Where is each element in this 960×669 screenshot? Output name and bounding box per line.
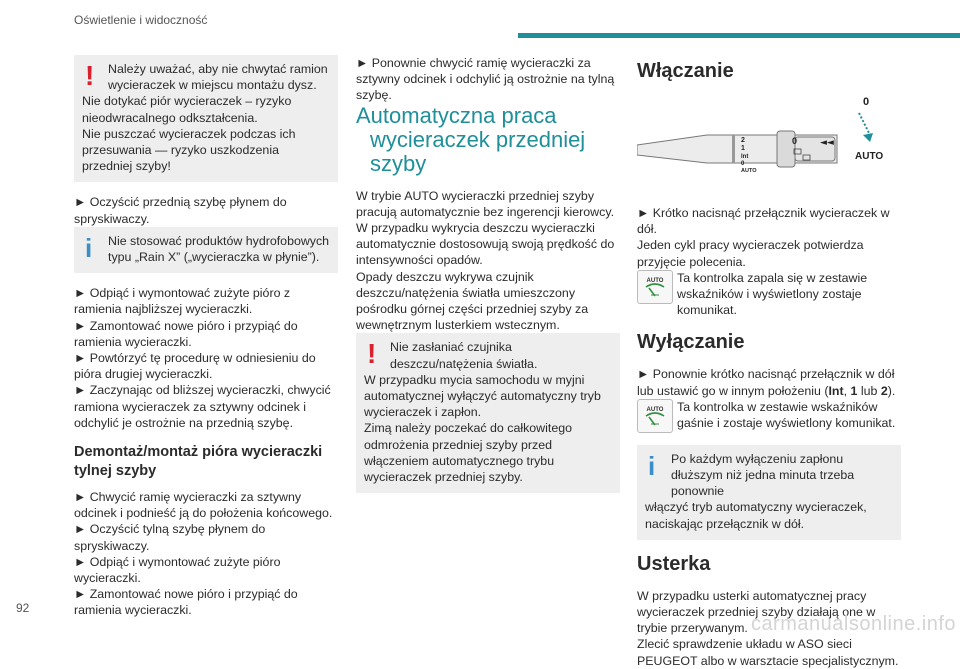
stalk-top-label: 0 (863, 96, 870, 108)
fault-heading: Usterka (637, 552, 711, 575)
step-text: ► Krótko nacisnąć przełącznik wycieraczek w dół. (637, 206, 890, 237)
body-text: Opady deszczu wykrywa czujnik deszczu/natężenia światła umieszczony pośrodku górnej części przedniej szyby za wewnętrznym lusterkiem wstecznym. (356, 269, 589, 333)
body-text: Zlecić sprawdzenie układu w ASO sieci PEUGEOT albo w warsztacie specjalistycznym. (637, 637, 899, 668)
warning-icon: ! (367, 338, 377, 370)
position-1: 1 (850, 383, 858, 398)
step-part: ► Ponownie krótko nacisnąć przełącznik w dół lub ustawić go w innym położeniu ( (637, 367, 895, 398)
step-text: ► Zamontować nowe pióro i przypiąć do ramienia wycieraczki. (74, 318, 298, 349)
stalk-position-auto: AUTO (741, 168, 757, 174)
step-text (637, 366, 901, 398)
info-lead: Nie stosować produktów hydrofobowych typu „Rain X” („wycieraczka w płynie”). (108, 233, 330, 265)
page-number: 92 (16, 601, 30, 615)
body-text: Jeden cykl pracy wycieraczek potwierdza przyjęcie polecenia. (637, 238, 864, 269)
info-icon: i (85, 232, 93, 263)
header-accent-bar (518, 33, 960, 38)
stalk-arrow-label: ◄◄ (820, 138, 834, 148)
auto-wiper-lamp-icon (637, 270, 673, 304)
info-text: włączyć tryb automatyczny wycieraczek, naciskając przełącznik w dół. (645, 500, 867, 531)
lamp-text: Ta kontrolka zapala się w zestawie wskaźników i wyświetlony zostaje komunikat. (677, 270, 868, 318)
info-icon: i (648, 450, 656, 481)
switch-on-heading: Włączanie (637, 60, 734, 82)
step-text: ► Oczyścić tylną szybę płynem do spryskiwaczy. (74, 522, 266, 553)
warning-box (356, 333, 620, 493)
column-3 (637, 55, 901, 669)
wiper-glyph-icon (645, 411, 665, 427)
rear-wiper-heading: Demontaż/montaż pióra wycieraczki tylnej szyby (74, 444, 323, 480)
warning-icon: ! (85, 60, 95, 91)
auto-wipers-heading (356, 104, 620, 176)
auto-lamp-note (637, 399, 901, 433)
step-text: ► Ponownie chwycić ramię wycieraczki za sztywny odcinek i odchylić ją ostrożnie na tylną szybę. (356, 56, 615, 103)
body-text: W trybie AUTO wycieraczki przedniej szyby pracują automatycznie bez ingerencji kierowcy. (356, 188, 615, 219)
stalk-position-int: Int (741, 154, 749, 160)
step-text: ► Zamontować nowe pióro i przypiąć do ramienia wycieraczki. (74, 587, 298, 618)
column-2 (356, 55, 620, 493)
switch-off-heading: Wyłączanie (637, 331, 745, 354)
wiper-stalk-drawing (637, 95, 901, 195)
stalk-position-0: 0 (741, 161, 745, 167)
wiper-stalk-illustration (637, 95, 901, 195)
heading-line: wycieraczek przedniej (370, 126, 586, 152)
warning-box (74, 55, 338, 182)
step-text: ► Odpiąć i wymontować zużyte pióro wycieraczki. (74, 554, 281, 586)
auto-wiper-lamp-icon (637, 399, 673, 433)
lamp-label: AUTO (646, 277, 664, 284)
info-lead: Po każdym wyłączeniu zapłonu dłuższym niż jedna minuta trzeba ponownie (671, 451, 855, 499)
stalk-position-2: 2 (741, 137, 745, 144)
heading-line: szyby (370, 150, 427, 176)
info-box (74, 227, 338, 273)
lamp-label: AUTO (646, 406, 664, 413)
step-text: ► Chwycić ramię wycieraczki za sztywny odcinek i podnieść ją do położenia końcowego. (74, 490, 333, 521)
body-text: W przypadku usterki automatycznej pracy wycieraczek przedniej szyby działają one w trybie przerywanym. (637, 588, 876, 636)
header-section-title: Oświetlenie i widoczność (74, 13, 208, 27)
wiper-glyph-icon (645, 282, 665, 298)
warning-lead: Nie zasłaniać czujnika deszczu/natężenia światła. (390, 340, 538, 371)
info-box (637, 445, 901, 540)
column-1 (74, 55, 338, 619)
position-int: Int (828, 383, 844, 398)
lamp-text: Ta kontrolka w zestawie wskaźników gaśnie i zostaje wyświetlony komunikat. (677, 399, 896, 431)
watermark: carmanualsonline.info (750, 613, 956, 635)
stalk-ring-label: 0 (792, 136, 798, 146)
warning-text: Nie puszczać wycieraczek podczas ich przesuwania — ryzyko uszkodzenia przedniej szyby! (82, 126, 296, 174)
stalk-auto-label: AUTO (855, 151, 884, 162)
step-part: lub (857, 383, 881, 398)
warning-text: Nie dotykać piór wycieraczek – ryzyko nieodwracalnego odkształcenia. (82, 94, 292, 125)
step-text: ► Odpiąć i wymontować zużyte pióro z ramienia najbliższej wycieraczki. (74, 286, 291, 317)
step-text: ► Powtórzyć tę procedurę w odniesieniu do pióra drugiej wycieraczki. (74, 351, 316, 382)
step-text: ► Zaczynając od bliższej wycieraczki, chwycić ramiona wycieraczek za sztywny odcinek i odchylić je ostrożnie na przednią szybę. (74, 383, 331, 430)
step-part: ). (887, 383, 896, 398)
step-part: , (843, 383, 851, 398)
step-text: ► Oczyścić przednią szybę płynem do spryskiwaczy. (74, 195, 287, 226)
stalk-position-1: 1 (741, 145, 745, 152)
warning-lead: Należy uważać, aby nie chwytać ramion wycieraczek w miejscu montażu dysz. (108, 62, 328, 93)
auto-lamp-note (637, 270, 901, 319)
position-2: 2 (880, 383, 888, 398)
body-text: W przypadku wykrycia deszczu wycieraczki automatycznie dostosowują swoją prędkość do intensywności opadów. (356, 221, 615, 268)
heading-line: Automatyczna praca (356, 102, 557, 128)
warning-text: Zimą należy poczekać do całkowitego odmrożenia przedniej szyby przed włączeniem automatycznego trybu wycieraczek przedniej szyby. (364, 421, 572, 485)
warning-text: W przypadku mycia samochodu w myjni automatycznej wyłączyć automatyczny tryb wycieraczek i zapłon. (364, 372, 601, 420)
